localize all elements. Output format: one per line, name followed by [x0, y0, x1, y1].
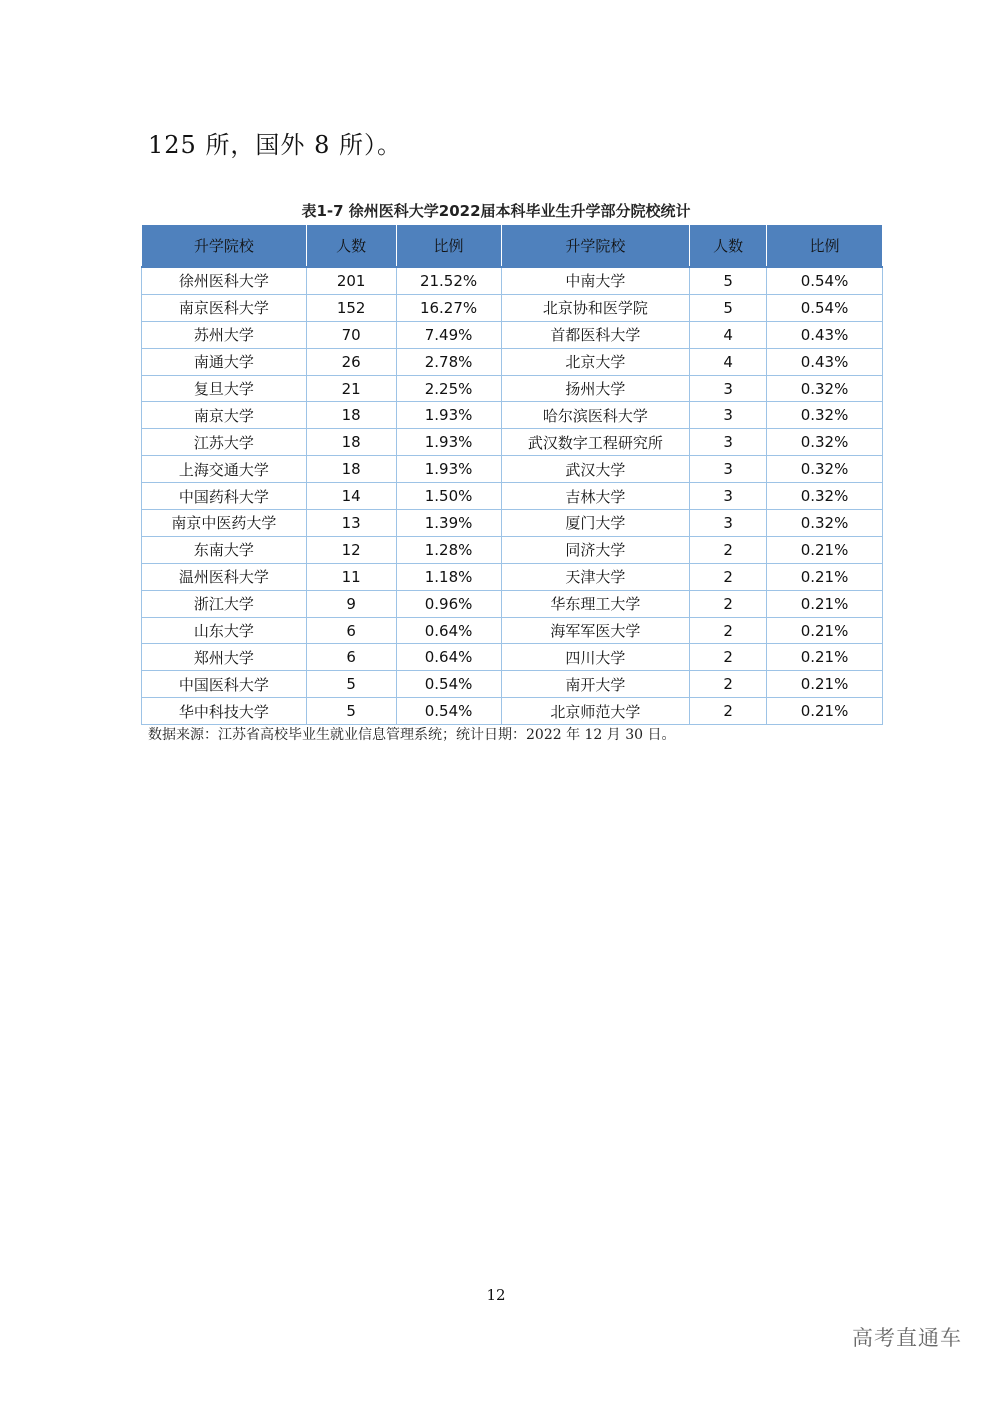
cell-ratio: 0.54%	[767, 267, 883, 294]
cell-count: 2	[690, 563, 767, 590]
cell-ratio: 1.28%	[396, 536, 501, 563]
table-row	[142, 644, 883, 671]
table-row	[142, 617, 883, 644]
cell-count: 2	[690, 644, 767, 671]
cell-count: 5	[690, 267, 767, 294]
cell-school: 扬州大学	[501, 375, 690, 402]
cell-school: 中南大学	[501, 267, 690, 294]
cell-ratio: 0.43%	[767, 348, 883, 375]
cell-ratio: 2.78%	[396, 348, 501, 375]
cell-ratio: 1.93%	[396, 456, 501, 483]
table-row	[142, 375, 883, 402]
cell-ratio: 0.32%	[767, 429, 883, 456]
cell-ratio: 1.18%	[396, 563, 501, 590]
cell-ratio: 1.39%	[396, 510, 501, 537]
table-row	[142, 698, 883, 725]
cell-school: 武汉大学	[501, 456, 690, 483]
cell-count: 2	[690, 671, 767, 698]
header-school: 升学院校	[142, 225, 307, 268]
cell-school: 天津大学	[501, 563, 690, 590]
cell-ratio: 16.27%	[396, 294, 501, 321]
cell-ratio: 0.21%	[767, 536, 883, 563]
cell-count: 9	[306, 590, 396, 617]
watermark-text: 高考直通车	[852, 1326, 962, 1350]
header-count: 人数	[690, 225, 767, 268]
cell-count: 2	[690, 617, 767, 644]
table-row	[142, 321, 883, 348]
cell-count: 4	[690, 348, 767, 375]
cell-count: 201	[306, 267, 396, 294]
cell-ratio: 0.43%	[767, 321, 883, 348]
cell-school: 华中科技大学	[142, 698, 307, 725]
source-note: 数据来源：江苏省高校毕业生就业信息管理系统；统计日期：2022 年 12 月 30 日。	[148, 727, 676, 743]
cell-ratio: 0.54%	[767, 294, 883, 321]
cell-count: 6	[306, 617, 396, 644]
cell-school: 吉林大学	[501, 483, 690, 510]
table-row	[142, 590, 883, 617]
cell-count: 18	[306, 429, 396, 456]
table-row	[142, 348, 883, 375]
cell-count: 3	[690, 456, 767, 483]
cell-ratio: 21.52%	[396, 267, 501, 294]
header-ratio: 比例	[767, 225, 883, 268]
cell-count: 5	[306, 671, 396, 698]
table-row	[142, 456, 883, 483]
cell-count: 5	[690, 294, 767, 321]
cell-school: 首都医科大学	[501, 321, 690, 348]
table-row	[142, 483, 883, 510]
cell-school: 复旦大学	[142, 375, 307, 402]
table-body	[142, 267, 883, 725]
table-row	[142, 294, 883, 321]
cell-ratio: 0.64%	[396, 644, 501, 671]
cell-school: 华东理工大学	[501, 590, 690, 617]
cell-count: 70	[306, 321, 396, 348]
cell-school: 郑州大学	[142, 644, 307, 671]
cell-count: 2	[690, 536, 767, 563]
cell-ratio: 0.32%	[767, 456, 883, 483]
cell-count: 18	[306, 402, 396, 429]
cell-count: 26	[306, 348, 396, 375]
cell-ratio: 0.54%	[396, 698, 501, 725]
cell-school: 苏州大学	[142, 321, 307, 348]
cell-school: 南通大学	[142, 348, 307, 375]
cell-school: 北京协和医学院	[501, 294, 690, 321]
cell-ratio: 7.49%	[396, 321, 501, 348]
cell-school: 徐州医科大学	[142, 267, 307, 294]
header-row	[142, 225, 883, 268]
cell-count: 21	[306, 375, 396, 402]
cell-school: 山东大学	[142, 617, 307, 644]
cell-ratio: 0.21%	[767, 671, 883, 698]
cell-count: 3	[690, 429, 767, 456]
cell-school: 温州医科大学	[142, 563, 307, 590]
cell-count: 3	[690, 483, 767, 510]
cell-school: 同济大学	[501, 536, 690, 563]
cell-school: 中国医科大学	[142, 671, 307, 698]
cell-count: 3	[690, 375, 767, 402]
cell-ratio: 0.96%	[396, 590, 501, 617]
cell-count: 3	[690, 510, 767, 537]
cell-school: 浙江大学	[142, 590, 307, 617]
cell-school: 北京师范大学	[501, 698, 690, 725]
table-row	[142, 402, 883, 429]
table-row	[142, 267, 883, 294]
cell-ratio: 1.50%	[396, 483, 501, 510]
header-school: 升学院校	[501, 225, 690, 268]
cell-ratio: 0.54%	[396, 671, 501, 698]
cell-school: 南京中医药大学	[142, 510, 307, 537]
cell-school: 江苏大学	[142, 429, 307, 456]
cell-school: 海军军医大学	[501, 617, 690, 644]
cell-ratio: 0.32%	[767, 375, 883, 402]
intro-text: 125 所，国外 8 所）。	[148, 131, 402, 159]
cell-ratio: 0.64%	[396, 617, 501, 644]
cell-count: 5	[306, 698, 396, 725]
cell-school: 上海交通大学	[142, 456, 307, 483]
table-row	[142, 671, 883, 698]
cell-school: 厦门大学	[501, 510, 690, 537]
cell-ratio: 2.25%	[396, 375, 501, 402]
cell-count: 12	[306, 536, 396, 563]
cell-ratio: 0.32%	[767, 402, 883, 429]
cell-ratio: 0.21%	[767, 590, 883, 617]
cell-count: 18	[306, 456, 396, 483]
cell-count: 152	[306, 294, 396, 321]
cell-school: 南开大学	[501, 671, 690, 698]
cell-ratio: 0.21%	[767, 698, 883, 725]
cell-school: 南京大学	[142, 402, 307, 429]
cell-count: 6	[306, 644, 396, 671]
cell-ratio: 0.21%	[767, 644, 883, 671]
cell-count: 13	[306, 510, 396, 537]
cell-school: 四川大学	[501, 644, 690, 671]
cell-school: 哈尔滨医科大学	[501, 402, 690, 429]
cell-ratio: 0.21%	[767, 617, 883, 644]
admission-stats-table	[141, 224, 883, 725]
cell-school: 中国药科大学	[142, 483, 307, 510]
cell-count: 11	[306, 563, 396, 590]
cell-ratio: 0.21%	[767, 563, 883, 590]
header-count: 人数	[306, 225, 396, 268]
table-row	[142, 536, 883, 563]
header-ratio: 比例	[396, 225, 501, 268]
cell-count: 4	[690, 321, 767, 348]
cell-ratio: 0.32%	[767, 510, 883, 537]
cell-ratio: 1.93%	[396, 402, 501, 429]
page-number: 12	[486, 1286, 506, 1304]
table-row	[142, 429, 883, 456]
cell-count: 2	[690, 590, 767, 617]
cell-count: 2	[690, 698, 767, 725]
table-row	[142, 510, 883, 537]
cell-ratio: 0.32%	[767, 483, 883, 510]
cell-count: 3	[690, 402, 767, 429]
cell-count: 14	[306, 483, 396, 510]
cell-school: 南京医科大学	[142, 294, 307, 321]
cell-ratio: 1.93%	[396, 429, 501, 456]
cell-school: 武汉数字工程研究所	[501, 429, 690, 456]
table-caption: 表1-7 徐州医科大学2022届本科毕业生升学部分院校统计	[301, 202, 691, 220]
table-row	[142, 563, 883, 590]
cell-school: 北京大学	[501, 348, 690, 375]
cell-school: 东南大学	[142, 536, 307, 563]
